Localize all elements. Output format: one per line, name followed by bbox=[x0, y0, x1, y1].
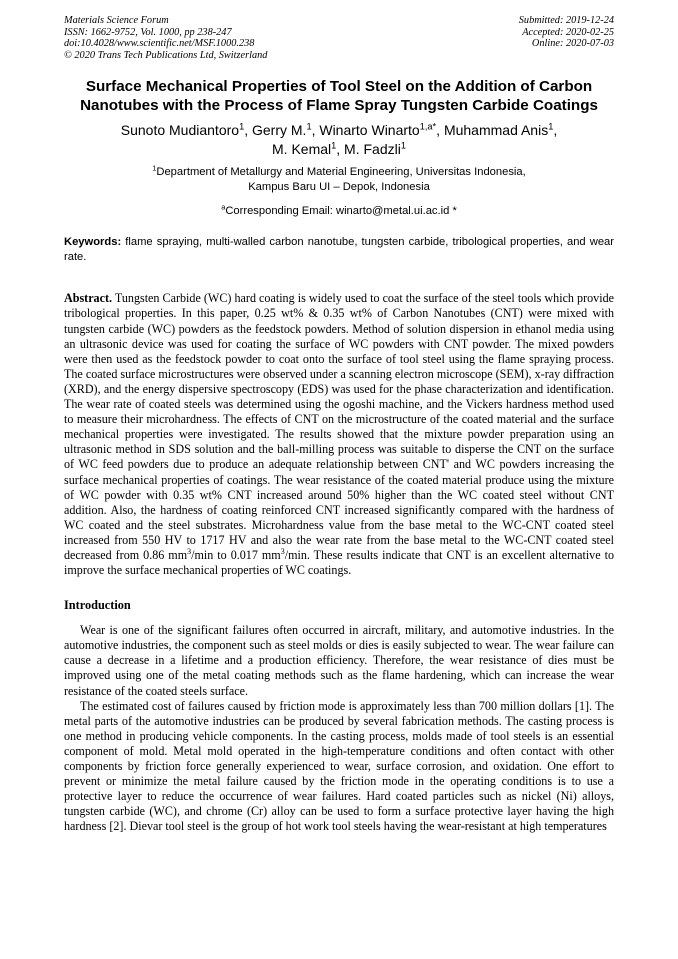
author bbox=[319, 122, 444, 138]
author-sep: , bbox=[553, 122, 558, 139]
author-name: Muhammad Anis bbox=[443, 122, 549, 139]
email-text: Corresponding Email: winarto@metal.ui.ac.id * bbox=[225, 205, 457, 218]
section-heading: Introduction bbox=[64, 598, 131, 613]
author-sep: , bbox=[311, 122, 320, 139]
author bbox=[252, 122, 319, 138]
keywords-text: flame spraying, multi-walled carbon nanotube, tungsten carbide, tribological properties, and wear rate. bbox=[64, 236, 614, 264]
author-sup: 1 bbox=[400, 140, 406, 151]
author-sup: 1 bbox=[548, 121, 554, 132]
abstract-text: Tungsten Carbide (WC) hard coating is widely used to coat the surface of the steel tools which provide tribological properties. In this paper, 0.25 wt% & 0.35 wt% of Carbon Nanotubes (CNT) were mixed with tungsten carbide (WC) powders as the feedstock powders. Method of solution dispersion in ethanol media using an ultrasonic device was used for coating the surface of WC powders with CNT powder. The mixed powders were then used as the feedstock powder to coat onto the surface of tool steel using the flame spraying process. The coated surface microstructures were observed under a scanning electron microscope (SEM), x-ray diffraction (XRD), and the energy dispersive spectroscopy (EDS) was used for the phase characterization and identification. The wear rate of coated steels was determined using the ogoshi machine, and the Vickers hardness method used to measure their microhardness. The effects of CNT on the microstructure of the coated material and the surface mechanical properties were investigated. The results showed that the mixture powder preparation using an ultrasonic method in SDS solution and the ball-milling process was suitable to disperse the CNT on the surface of WC feed powders due to produce an adequate relationship between CNT' and WC powders increasing the surface mechanical properties of coatings. The wear resistance of the coated material produce using the mixture of WC powder with 0.35 wt% CNT increased around 50% higher than the WC coated steel without CNT addition. Also, the hardness of coating reinforced CNT increased significantly compared with the hardness of WC coated and the steel substrates. Microhardness value from the base metal to the WC-CNT coated steel increased from 550 HV to 1717 HV and also the wear rate from the base metal to the WC-CNT coated steel decreased from 0.86 mm bbox=[64, 291, 614, 562]
author-sup: 1 bbox=[306, 121, 312, 132]
intro-paragraph-1: Wear is one of the significant failures often occurred in aircraft, military, and automotive industries. In the automotive industries, the component such as steel molds or dies is easily subjected to wear. The wear failure can cause a decrease in a lifetime and a production efficiency. Therefore, the wear resistance of dies must be improved using one of the metal coating methods such as the flame hardening, which can increase the wear resistance of the coated steels surface. bbox=[64, 623, 614, 698]
affiliation-sup: 1 bbox=[152, 163, 157, 173]
keywords-label: Keywords: bbox=[64, 236, 122, 249]
intro-paragraph-2: The estimated cost of failures caused by friction mode is approximately less than 700 million dollars [1]. The metal parts of the automotive industries can be produced by several fabrication methods. The casting process is one method in producing vehicle components. In the casting process, molds made of tool steels is an essential component of mold. Metal mold operated in the high-temperature conditions and often contact with other components by friction force generally experienced to wear, surface corrosion, and oxidation. One effort to prevent or minimize the metal failure caused by the friction mode in the operating conditions is to use a protective layer to reduce the occurrence of wear failures. Hard coated particles such as nickel (Ni) alloys, tungsten carbide (WC), and chrome (Cr) alloy can be used to form a surface protective layer having the high hardness [2]. Dievar tool steel is the group of hot work tool steels having the wear-resistant at high temperatures bbox=[64, 698, 614, 834]
author-list bbox=[64, 121, 614, 158]
author bbox=[121, 122, 252, 138]
abstract-label: Abstract. bbox=[64, 291, 113, 306]
abstract bbox=[64, 291, 614, 578]
author-name: Winarto Winarto bbox=[319, 122, 420, 139]
journal-doi: doi:10.4028/www.scientific.net/MSF.1000.238 bbox=[64, 38, 255, 50]
keywords bbox=[64, 235, 614, 265]
affiliation bbox=[64, 165, 614, 195]
accepted-date: Accepted: 2020-02-25 bbox=[522, 26, 614, 38]
author-name: M. Fadzli bbox=[344, 140, 401, 157]
author-sep: , bbox=[244, 122, 252, 139]
abstract-text: /min to 0.017 mm bbox=[191, 547, 281, 562]
author-name: M. Kemal bbox=[272, 140, 332, 157]
abstract-sup: 3 bbox=[187, 546, 192, 556]
affiliation-line-2: Kampus Baru UI – Depok, Indonesia bbox=[248, 181, 430, 194]
corresponding-email bbox=[64, 204, 614, 219]
author bbox=[444, 122, 557, 138]
journal-name: Materials Science Forum bbox=[64, 15, 169, 26]
email-sup: a bbox=[221, 202, 226, 212]
abstract-sup: 3 bbox=[280, 546, 285, 556]
author-name: Sunoto Mudiantoro bbox=[120, 122, 240, 139]
journal-header bbox=[64, 15, 614, 61]
author bbox=[344, 141, 406, 157]
author bbox=[272, 141, 344, 157]
paper-title: Surface Mechanical Properties of Tool Steel on the Addition of Carbon Nanotubes with the Process of Flame Spray Tungsten Carbide Coatings bbox=[80, 78, 598, 115]
journal-issn: ISSN: 1662-9752, Vol. 1000, pp 238-247 bbox=[64, 26, 232, 38]
submission-dates bbox=[519, 15, 614, 61]
abstract-text: /min. These results indicate that CNT is an excellent alternative to improve the surface mechanical properties of WC coatings. bbox=[64, 547, 614, 578]
journal-info bbox=[64, 15, 267, 61]
submitted-date: Submitted: 2019-12-24 bbox=[518, 15, 614, 26]
author-sup: 1,a* bbox=[419, 121, 437, 132]
author-sep: , bbox=[336, 140, 345, 157]
journal-copyright: © 2020 Trans Tech Publications Ltd, Switzerland bbox=[64, 49, 268, 61]
author-name: Gerry M. bbox=[251, 122, 307, 139]
online-date: Online: 2020-07-03 bbox=[531, 38, 614, 50]
author-sep: , bbox=[436, 122, 444, 139]
affiliation-line-1: Department of Metallurgy and Material Engineering, Universitas Indonesia, bbox=[156, 166, 526, 179]
author-sup: 1 bbox=[331, 140, 337, 151]
author-sup: 1 bbox=[239, 121, 245, 132]
